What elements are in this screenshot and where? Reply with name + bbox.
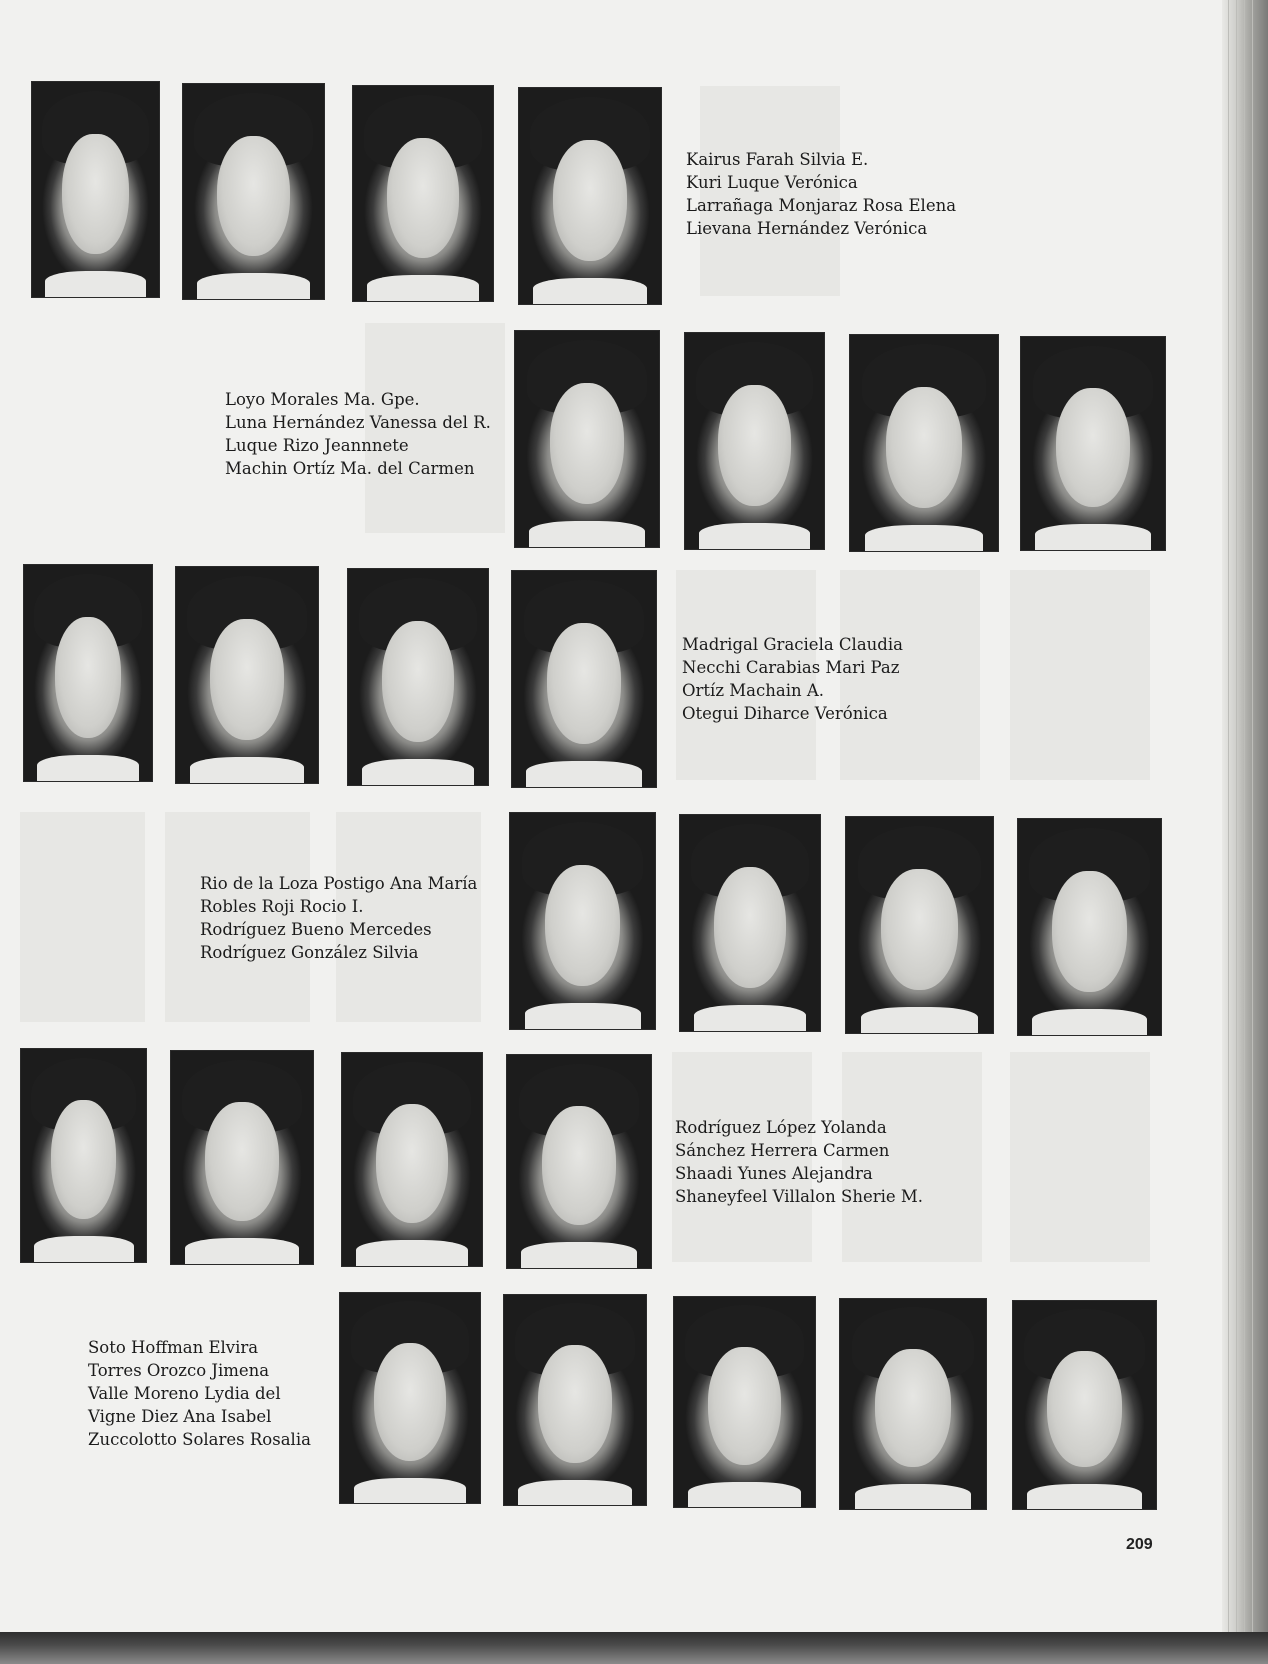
show-through-block <box>20 812 145 1022</box>
student-portrait <box>339 1292 481 1504</box>
student-names-list <box>88 1336 311 1451</box>
show-through-block <box>1010 1052 1150 1262</box>
student-portrait <box>849 334 999 552</box>
student-name: Luque Rizo Jeannnete <box>225 436 409 455</box>
student-names-list <box>686 148 956 240</box>
student-name: Vigne Diez Ana Isabel <box>88 1407 272 1426</box>
student-portrait <box>31 81 160 298</box>
student-portrait <box>518 87 662 305</box>
student-names-list <box>682 633 903 725</box>
student-portrait <box>23 564 153 782</box>
student-portrait <box>347 568 489 786</box>
student-name: Rodríguez Bueno Mercedes <box>200 920 432 939</box>
student-name: Loyo Morales Ma. Gpe. <box>225 390 420 409</box>
student-portrait <box>845 816 994 1034</box>
student-name: Shaadi Yunes Alejandra <box>675 1164 873 1183</box>
student-portrait <box>1012 1300 1157 1510</box>
student-portrait <box>679 814 821 1032</box>
student-name: Torres Orozco Jimena <box>88 1361 270 1380</box>
student-name: Kuri Luque Verónica <box>686 173 858 192</box>
student-names-list <box>225 388 491 480</box>
student-name: Robles Roji Rocio I. <box>200 897 364 916</box>
student-name: Madrigal Graciela Claudia <box>682 635 903 654</box>
student-name: Machin Ortíz Ma. del Carmen <box>225 459 475 478</box>
student-portrait <box>511 570 657 788</box>
show-through-block <box>1010 570 1150 780</box>
student-portrait <box>175 566 319 784</box>
student-portrait <box>1020 336 1166 551</box>
student-portrait <box>352 85 494 302</box>
page-number: 209 <box>1126 1536 1153 1553</box>
student-name: Shaneyfeel Villalon Sherie M. <box>675 1187 924 1206</box>
student-name: Lievana Hernández Verónica <box>686 219 928 238</box>
student-name: Valle Moreno Lydia del <box>88 1384 281 1403</box>
student-portrait <box>170 1050 314 1265</box>
student-name: Rodríguez López Yolanda <box>675 1118 887 1137</box>
student-name: Luna Hernández Vanessa del R. <box>225 413 491 432</box>
student-portrait <box>684 332 825 550</box>
student-name: Otegui Diharce Verónica <box>682 704 888 723</box>
student-portrait <box>341 1052 483 1267</box>
student-name: Rodríguez González Silvia <box>200 943 419 962</box>
student-names-list <box>200 872 477 964</box>
student-name: Sánchez Herrera Carmen <box>675 1141 890 1160</box>
student-name: Soto Hoffman Elvira <box>88 1338 259 1357</box>
student-portrait <box>839 1298 987 1510</box>
student-names-list <box>675 1116 923 1208</box>
student-portrait <box>503 1294 647 1506</box>
student-name: Rio de la Loza Postigo Ana María <box>200 874 478 893</box>
student-portrait <box>20 1048 147 1263</box>
student-portrait <box>673 1296 816 1508</box>
book-edge <box>0 1632 1268 1664</box>
student-name: Ortíz Machain A. <box>682 681 825 700</box>
student-portrait <box>182 83 325 300</box>
student-portrait <box>1017 818 1162 1036</box>
student-portrait <box>514 330 660 548</box>
student-name: Necchi Carabias Mari Paz <box>682 658 900 677</box>
student-name: Larrañaga Monjaraz Rosa Elena <box>686 196 957 215</box>
book-gutter <box>1222 0 1268 1632</box>
student-portrait <box>506 1054 652 1269</box>
student-name: Zuccolotto Solares Rosalia <box>88 1430 311 1449</box>
student-portrait <box>509 812 656 1030</box>
student-name: Kairus Farah Silvia E. <box>686 150 869 169</box>
